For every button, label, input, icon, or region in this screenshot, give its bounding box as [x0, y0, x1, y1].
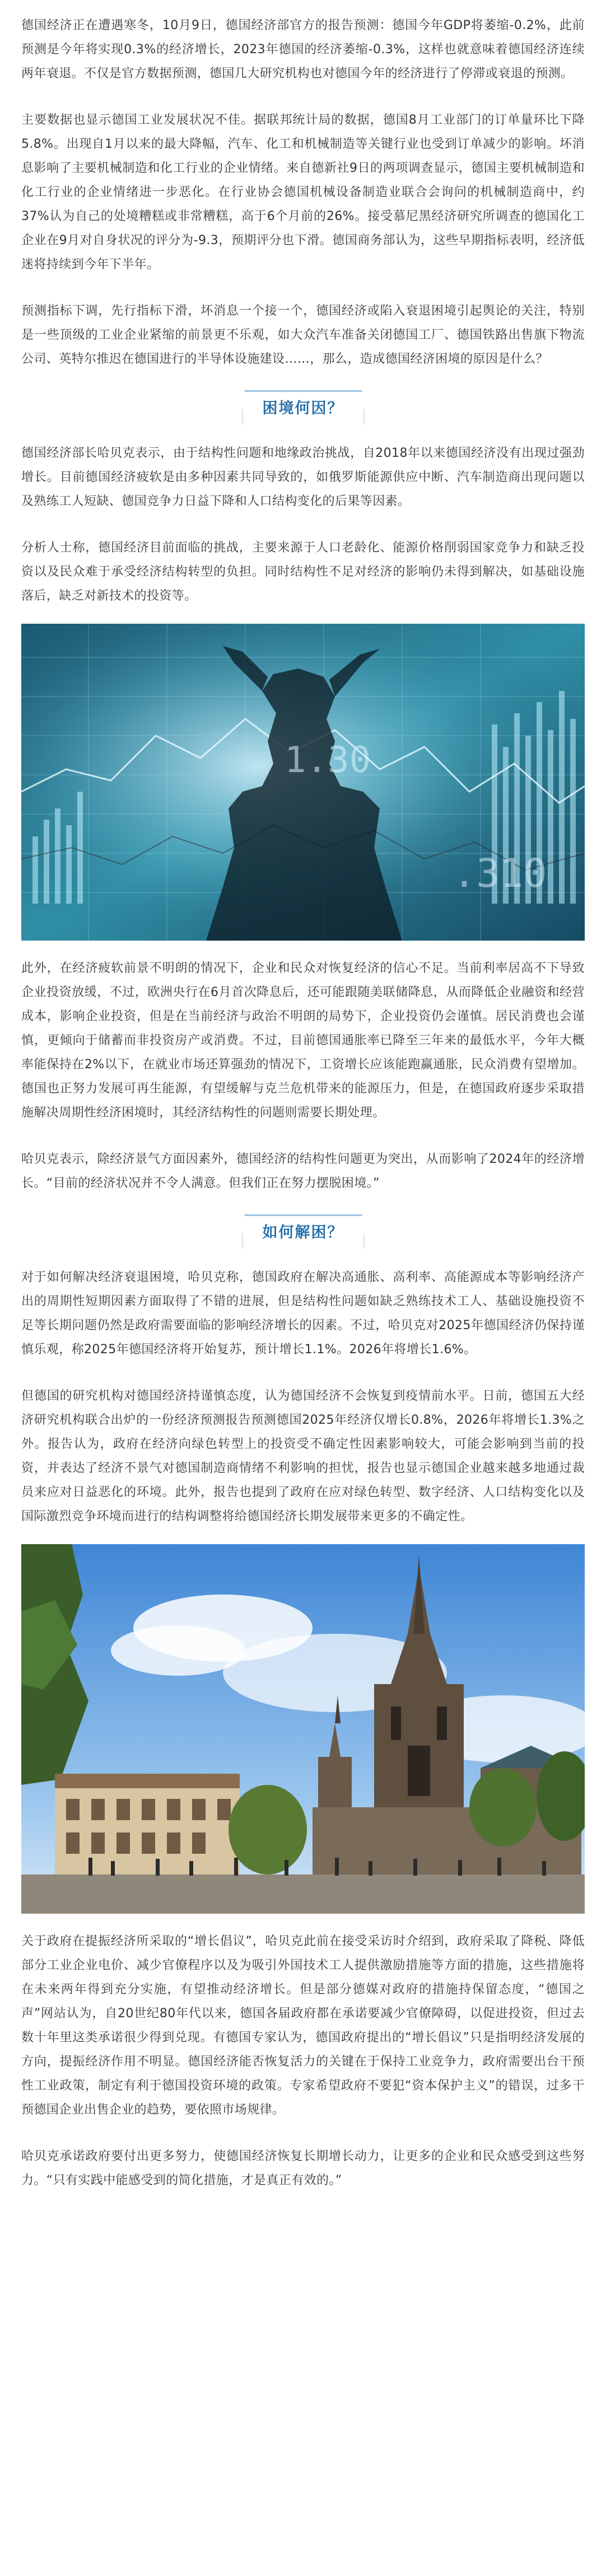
section-heading-causes [21, 390, 585, 424]
paragraph-outlook-question: 预测指标下调，先行指标下滑，坏消息一个接一个，德国经济或陷入衰退困境引起舆论的关注，特别是一些顶级的工业企业紧缩的前景更不乐观，如大众汽车准备关闭德国工厂、德国铁路出售旗下物流公司、英特尔推迟在德国进行的半导体设施建设……，那么，造成德国经济困境的原因是什么？ [21, 304, 585, 366]
ticker-text-a: 1.30 [285, 740, 371, 781]
section-heading-solutions [21, 1214, 585, 1249]
paragraph-minister-causes: 德国经济部长哈贝克表示，由于结构性问题和地缘政治挑战，自2018年以来德国经济没有出现过强劲增长。目前德国经济疲软是由多种因素共同导致的，如俄罗斯能源供应中断、汽车制造商出现问题以及熟练工人短缺、德国竞争力日益下降和人口结构变化的后果等因素。 [21, 446, 585, 508]
paragraph-confidence: 此外，在经济疲软前景不明朗的情况下，企业和民众对恢复经济的信心不足。当前利率居高不下导致企业投资放缓，不过，欧洲央行在6月首次降息后，还可能跟随美联储降息，从而降低企业融资和经营成本，影响企业投资，但是在当前经济与政治不明朗的局势下，企业投资仍会谨慎。居民消费也会谨慎，更倾向于储蓄而非投资房产或消费。不过，目前德国通胀率已降至三年来的最低水平，今年大概率能保持在2%以下，在就业市场还算强劲的情况下，工资增长应该能跑赢通胀，民众消费有望增加。德国也正努力发展可再生能源，有望缓解与克兰危机带来的能源压力，但是，在德国政府逐步采取措施解决周期性经济困境时，其经济结构性的问题则需要长期处理。 [21, 961, 585, 1120]
paragraph-minister-solutions: 对于如何解决经济衰退困境，哈贝克称，德国政府在解决高通胀、高利率、高能源成本等影响经济产出的周期性短期因素方面取得了不错的进展，但是结构性问题如缺乏熟练技术工人、基础设施投资不足等长期问题仍然是政府需要面临的影响经济增长的因素。不过，哈贝克对2025年德国经济仍保持谨慎乐观，称2025年德国经济将开始复苏，预计增长1.1%。2026年将增长1.6%。 [21, 1270, 585, 1357]
ticker-text-b: .310 [453, 850, 547, 896]
paragraph-closing: 哈贝克承诺政府要付出更多努力，使德国经济恢复长期增长动力，让更多的企业和民众感受到这些努力。“只有实践中能感受到的简化措施，才是真正有效的。” [21, 2149, 585, 2187]
section-heading-causes-label: 困境何因？ [244, 390, 363, 424]
paragraph-structural-problems: 哈贝克表示，除经济景气方面因素外，德国经济的结构性问题更为突出，从而影响了2024年的经济增长。“目前的经济状况并不令人满意。但我们正在努力摆脱困境。” [21, 1152, 585, 1190]
section-heading-solutions-label: 如何解困？ [244, 1214, 363, 1249]
paragraph-intro: 德国经济正在遭遇寒冬，10月9日，德国经济部官方的报告预测：德国今年GDP将萎缩-0.2%，此前预测是今年将实现0.3%的经济增长，2023年德国的经济萎缩-0.3%，这样也就意味着德国经济连续两年衰退。不仅是官方数据预测，德国几大研究机构也对德国今年的经济进行了停滞或衰退的预测。 [21, 18, 585, 81]
paragraph-analyst-view: 分析人士称，德国经济目前面临的挑战，主要来源于人口老龄化、能源价格削弱国家竞争力和缺乏投资以及民众难于承受经济结构转型的负担。同时结构性不足对经济的影响仍未得到解决，如基础设施落后，缺乏对新技术的投资等。 [21, 541, 585, 603]
paragraph-growth-initiative: 关于政府在提振经济所采取的“增长倡议”，哈贝克此前在接受采访时介绍到，政府采取了降税、降低部分工业企业电价、减少官僚程序以及为吸引外国技术工人提供激励措施等方面的措施，这些措施将在未来两年得到充分实施，有望推动经济增长。但是部分德媒对政府的措施持保留态度，“德国之声”网站认为，自20世纪80年代以来，德国各届政府都在承诺要减少官僚障碍，以促进投资，但过去数十年里这类承诺很少得到兑现。有德国专家认为，德国政府提出的“增长倡议”只是指明经济发展的方向，提振经济作用不明显。德国经济能否恢复活力的关键在于保持工业竞争力，政府需要出台干预性工业政策，制定有利于德国投资环境的政策。专家希望政府不要犯“资本保护主义”的错误，过多干预德国企业出售企业的趋势，要依照市场规律。 [21, 1934, 585, 2117]
paragraph-industry-data: 主要数据也显示德国工业发展状况不佳。据联邦统计局的数据，德国8月工业部门的订单量环比下降5.8%。出现自1月以来的最大降幅，汽车、化工和机械制造等关键行业也受到订单减少的影响。坏消息影响了主要机械制造和化工行业的企业情绪。来自德新社9日的两项调查显示，德国主要机械制造和化工行业的企业情绪进一步恶化。在行业协会德国机械设备制造业联合会询问的机械制造商中，约37%认为自己的处境糟糕或非常糟糕，高于6个月前的26%。接受慕尼黑经济研究所调查的德国化工企业在9月对自身状况的评分为-9.3，预期评分也下滑。德国商务部认为，这些早期指标表明，经济低迷将持续到今年下半年。 [21, 113, 585, 272]
cathedral-square-photo [21, 1544, 585, 1914]
stock-chart-silhouette-photo [21, 624, 585, 941]
paragraph-institutes-forecast: 但德国的研究机构对德国经济持谨慎态度，认为德国经济不会恢复到疫情前水平。日前，德国五大经济研究机构联合出炉的一份经济预测报告预测德国2025年经济仅增长0.8%，2026年将增长1.3%之外。报告认为，政府在经济向绿色转型上的投资受不确定性因素影响较大，可能会影响到当前的投资，并表达了经济不景气对德国制造商情绪不利影响的担忧，报告也显示德国企业越来越多地通过裁员来应对日益恶化的环境。此外，报告也提到了政府在应对绿色转型、数字经济、人口结构变化以及国际激烈竞争环境而进行的结构调整将给德国经济长期发展带来更多的不确定性。 [21, 1389, 585, 1523]
